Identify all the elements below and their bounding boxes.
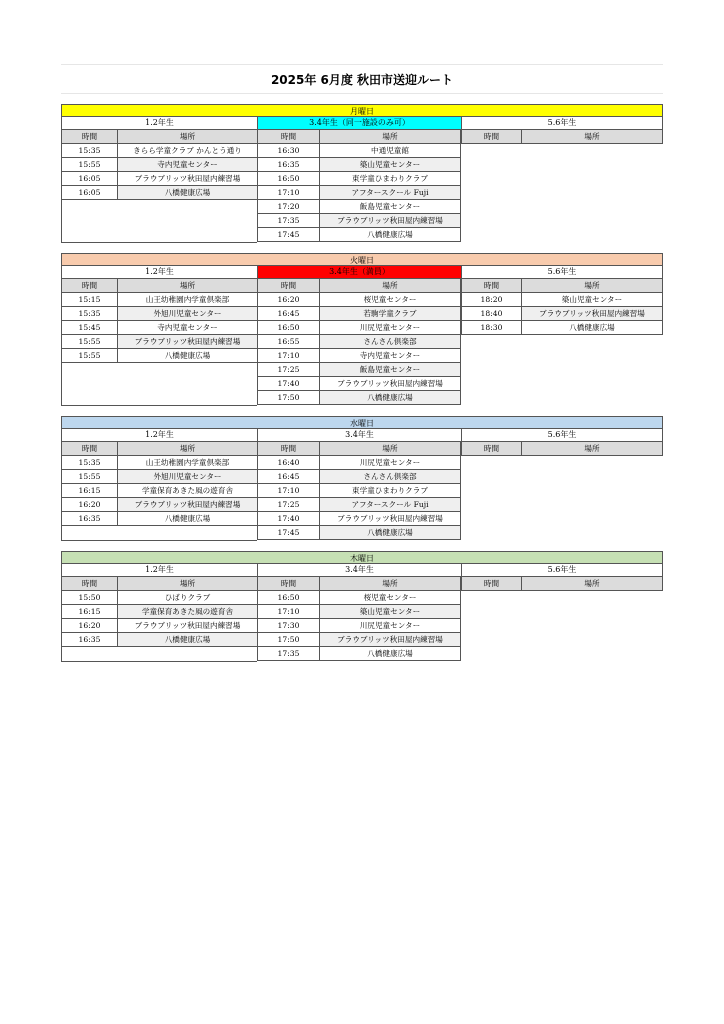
table-row	[61, 484, 257, 498]
grade-group-g3	[461, 130, 663, 144]
stop-time: 16:20	[61, 619, 117, 633]
stop-place: ブラウブリッツ秋田屋内練習場	[117, 619, 257, 633]
route-columns	[61, 130, 663, 243]
stop-time: 17:35	[257, 647, 319, 661]
stop-place: 学童保育あきた風の遊育舎	[117, 605, 257, 619]
table-row	[257, 456, 461, 470]
stop-place: 飯島児童センター	[319, 363, 461, 377]
stop-time: 16:50	[257, 321, 319, 335]
stop-time: 16:15	[61, 605, 117, 619]
grade-label: 1.2年生	[61, 429, 257, 442]
grade-label: 3.4年生（同一施設のみ可）	[257, 117, 461, 130]
grade-group-g2	[257, 577, 461, 661]
day-tables	[61, 104, 663, 662]
stop-place: 山王幼稚園内学童倶楽部	[117, 456, 257, 470]
table-row	[461, 307, 663, 321]
stop-place: 川尻児童センター	[319, 321, 461, 335]
table-row	[461, 293, 663, 307]
stop-place: 川尻児童センター	[319, 619, 461, 633]
table-row	[257, 228, 461, 242]
stop-place: きらら学童クラブ かんとう通り	[117, 144, 257, 158]
table-row	[257, 605, 461, 619]
table-row	[257, 526, 461, 540]
time-header: 時間	[257, 577, 319, 591]
stop-place: さんさん倶楽部	[319, 470, 461, 484]
stop-place: 築山児童センター	[521, 293, 663, 307]
grade-label: 1.2年生	[61, 564, 257, 577]
stop-time: 15:55	[61, 335, 117, 349]
table-row	[257, 172, 461, 186]
table-row	[61, 456, 257, 470]
day-table	[61, 104, 663, 243]
stop-place: 八橋健康広場	[117, 512, 257, 526]
place-header: 場所	[521, 442, 663, 456]
stop-time: 16:45	[257, 470, 319, 484]
stop-place: 山王幼稚園内学童倶楽部	[117, 293, 257, 307]
column-header-row	[461, 279, 663, 293]
time-header: 時間	[61, 130, 117, 144]
grade-row	[61, 266, 663, 279]
day-table	[61, 551, 663, 662]
empty-row	[61, 391, 257, 406]
empty-row	[61, 214, 257, 228]
stop-place: 東学童ひまわりクラブ	[319, 484, 461, 498]
place-header: 場所	[319, 279, 461, 293]
stop-place: ブラウブリッツ秋田屋内練習場	[319, 512, 461, 526]
route-columns	[61, 279, 663, 406]
stop-place: 外旭川児童センター	[117, 307, 257, 321]
column-header-row	[257, 577, 461, 591]
grade-label: 1.2年生	[61, 266, 257, 279]
stop-time: 17:40	[257, 512, 319, 526]
empty-row	[61, 526, 257, 541]
stop-time: 17:25	[257, 363, 319, 377]
grade-label: 3.4年生	[257, 564, 461, 577]
grade-label: 5.6年生	[461, 266, 663, 279]
table-row	[61, 470, 257, 484]
stop-place: 八橋健康広場	[319, 647, 461, 661]
table-row	[257, 498, 461, 512]
table-row	[257, 470, 461, 484]
stop-place: 桜児童センター	[319, 591, 461, 605]
place-header: 場所	[117, 279, 257, 293]
stop-time: 15:45	[61, 321, 117, 335]
stop-time: 15:15	[61, 293, 117, 307]
column-header-row	[257, 442, 461, 456]
schedule-sheet	[61, 64, 663, 662]
stop-time: 16:35	[257, 158, 319, 172]
grade-label: 3.4年生（満員）	[257, 266, 461, 279]
table-row	[61, 158, 257, 172]
time-header: 時間	[461, 130, 521, 144]
stop-place: 若駒学童クラブ	[319, 307, 461, 321]
stop-place: 寺内児童センター	[117, 321, 257, 335]
day-header: 月曜日	[61, 104, 663, 117]
stop-place: ブラウブリッツ秋田屋内練習場	[117, 172, 257, 186]
day-table	[61, 416, 663, 541]
table-row	[61, 591, 257, 605]
stop-time: 16:45	[257, 307, 319, 321]
stop-time: 17:40	[257, 377, 319, 391]
stop-place: ブラウブリッツ秋田屋内練習場	[319, 377, 461, 391]
place-header: 場所	[319, 577, 461, 591]
stop-time: 15:35	[61, 144, 117, 158]
table-row	[61, 335, 257, 349]
stop-time: 15:50	[61, 591, 117, 605]
stop-time: 16:05	[61, 172, 117, 186]
place-header: 場所	[319, 130, 461, 144]
route-columns	[61, 442, 663, 541]
stop-time: 16:40	[257, 456, 319, 470]
stop-place: 川尻児童センター	[319, 456, 461, 470]
grade-group-g1	[61, 279, 257, 406]
time-header: 時間	[257, 442, 319, 456]
stop-time: 17:10	[257, 186, 319, 200]
stop-time: 17:10	[257, 605, 319, 619]
stop-place: 学童保育あきた風の遊育舎	[117, 484, 257, 498]
stop-place: ブラウブリッツ秋田屋内練習場	[521, 307, 663, 321]
stop-time: 16:05	[61, 186, 117, 200]
stop-time: 16:55	[257, 335, 319, 349]
grade-label: 5.6年生	[461, 429, 663, 442]
stop-time: 17:45	[257, 526, 319, 540]
table-row	[61, 605, 257, 619]
grade-row	[61, 429, 663, 442]
day-header: 火曜日	[61, 253, 663, 266]
column-header-row	[461, 442, 663, 456]
day-header: 水曜日	[61, 416, 663, 429]
place-header: 場所	[117, 442, 257, 456]
grade-group-g1	[61, 130, 257, 243]
stop-place: 中通児童館	[319, 144, 461, 158]
stop-place: アフタースクール Fuji	[319, 186, 461, 200]
stop-time: 16:20	[257, 293, 319, 307]
time-header: 時間	[257, 130, 319, 144]
stop-time: 15:55	[61, 158, 117, 172]
stop-place: 八橋健康広場	[319, 526, 461, 540]
table-row	[257, 186, 461, 200]
grade-label: 5.6年生	[461, 564, 663, 577]
time-header: 時間	[257, 279, 319, 293]
table-row	[257, 158, 461, 172]
table-row	[257, 591, 461, 605]
stop-place: さんさん倶楽部	[319, 335, 461, 349]
place-header: 場所	[521, 577, 663, 591]
grade-group-g1	[61, 577, 257, 662]
grade-group-g3	[461, 279, 663, 335]
stop-place: 飯島児童センター	[319, 200, 461, 214]
column-header-row	[61, 130, 257, 144]
table-row	[257, 633, 461, 647]
column-header-row	[61, 577, 257, 591]
stop-time: 16:50	[257, 591, 319, 605]
place-header: 場所	[117, 577, 257, 591]
stop-place: 東学童ひまわりクラブ	[319, 172, 461, 186]
column-header-row	[461, 130, 663, 144]
stop-place: 築山児童センター	[319, 158, 461, 172]
table-row	[61, 619, 257, 633]
stop-time: 15:55	[61, 470, 117, 484]
stop-time: 15:55	[61, 349, 117, 363]
place-header: 場所	[319, 442, 461, 456]
column-header-row	[61, 442, 257, 456]
day-table	[61, 253, 663, 406]
table-row	[61, 321, 257, 335]
place-header: 場所	[521, 130, 663, 144]
time-header: 時間	[461, 577, 521, 591]
table-row	[257, 619, 461, 633]
stop-time: 17:10	[257, 484, 319, 498]
empty-row	[61, 363, 257, 377]
table-row	[257, 377, 461, 391]
table-row	[257, 214, 461, 228]
stop-place: 八橋健康広場	[117, 349, 257, 363]
column-header-row	[257, 279, 461, 293]
stop-place: ブラウブリッツ秋田屋内練習場	[319, 633, 461, 647]
table-row	[257, 349, 461, 363]
empty-row	[61, 377, 257, 391]
table-row	[257, 321, 461, 335]
stop-time: 18:20	[461, 293, 521, 307]
stop-time: 16:35	[61, 512, 117, 526]
table-row	[61, 144, 257, 158]
stop-time: 18:30	[461, 321, 521, 335]
time-header: 時間	[461, 442, 521, 456]
stop-place: 築山児童センター	[319, 605, 461, 619]
table-row	[257, 335, 461, 349]
stop-place: 八橋健康広場	[521, 321, 663, 335]
grade-label: 3.4年生	[257, 429, 461, 442]
table-row	[257, 363, 461, 377]
grade-label: 1.2年生	[61, 117, 257, 130]
stop-time: 15:35	[61, 307, 117, 321]
table-row	[61, 512, 257, 526]
table-row	[61, 307, 257, 321]
stop-place: 寺内児童センター	[319, 349, 461, 363]
stop-time: 16:35	[61, 633, 117, 647]
stop-time: 17:45	[257, 228, 319, 242]
stop-time: 17:20	[257, 200, 319, 214]
stop-place: アフタースクール Fuji	[319, 498, 461, 512]
stop-time: 17:30	[257, 619, 319, 633]
stop-time: 15:35	[61, 456, 117, 470]
time-header: 時間	[461, 279, 521, 293]
stop-place: 外旭川児童センター	[117, 470, 257, 484]
time-header: 時間	[61, 577, 117, 591]
stop-time: 16:20	[61, 498, 117, 512]
stop-time: 16:50	[257, 172, 319, 186]
grade-row	[61, 117, 663, 130]
grade-group-g2	[257, 130, 461, 242]
empty-row	[61, 228, 257, 243]
table-row	[461, 321, 663, 335]
grade-row	[61, 564, 663, 577]
time-header: 時間	[61, 442, 117, 456]
table-row	[257, 512, 461, 526]
table-row	[257, 200, 461, 214]
stop-place: ブラウブリッツ秋田屋内練習場	[319, 214, 461, 228]
grade-group-g3	[461, 442, 663, 456]
table-row	[61, 186, 257, 200]
stop-time: 17:50	[257, 633, 319, 647]
stop-place: 八橋健康広場	[319, 391, 461, 405]
stop-place: 八橋健康広場	[117, 186, 257, 200]
column-header-row	[461, 577, 663, 591]
grade-group-g3	[461, 577, 663, 591]
table-row	[61, 349, 257, 363]
empty-row	[61, 647, 257, 662]
table-row	[257, 391, 461, 405]
table-row	[257, 144, 461, 158]
stop-place: 寺内児童センター	[117, 158, 257, 172]
stop-time: 17:25	[257, 498, 319, 512]
place-header: 場所	[117, 130, 257, 144]
stop-time: 16:30	[257, 144, 319, 158]
stop-place: 八橋健康広場	[117, 633, 257, 647]
stop-place: ひばりクラブ	[117, 591, 257, 605]
table-row	[61, 172, 257, 186]
place-header: 場所	[521, 279, 663, 293]
stop-time: 16:15	[61, 484, 117, 498]
table-row	[257, 484, 461, 498]
stop-place: ブラウブリッツ秋田屋内練習場	[117, 335, 257, 349]
table-row	[61, 293, 257, 307]
grade-label: 5.6年生	[461, 117, 663, 130]
table-row	[61, 633, 257, 647]
table-row	[61, 498, 257, 512]
grade-group-g2	[257, 279, 461, 405]
stop-place: ブラウブリッツ秋田屋内練習場	[117, 498, 257, 512]
column-header-row	[61, 279, 257, 293]
grade-group-g2	[257, 442, 461, 540]
day-header: 木曜日	[61, 551, 663, 564]
time-header: 時間	[61, 279, 117, 293]
empty-row	[61, 200, 257, 214]
table-row	[257, 647, 461, 661]
stop-time: 17:10	[257, 349, 319, 363]
grade-group-g1	[61, 442, 257, 541]
stop-place: 八橋健康広場	[319, 228, 461, 242]
stop-place: 桜児童センター	[319, 293, 461, 307]
column-header-row	[257, 130, 461, 144]
stop-time: 18:40	[461, 307, 521, 321]
route-columns	[61, 577, 663, 662]
table-row	[257, 293, 461, 307]
stop-time: 17:35	[257, 214, 319, 228]
page-title: 2025年 6月度 秋田市送迎ルート	[61, 64, 663, 94]
table-row	[257, 307, 461, 321]
stop-time: 17:50	[257, 391, 319, 405]
